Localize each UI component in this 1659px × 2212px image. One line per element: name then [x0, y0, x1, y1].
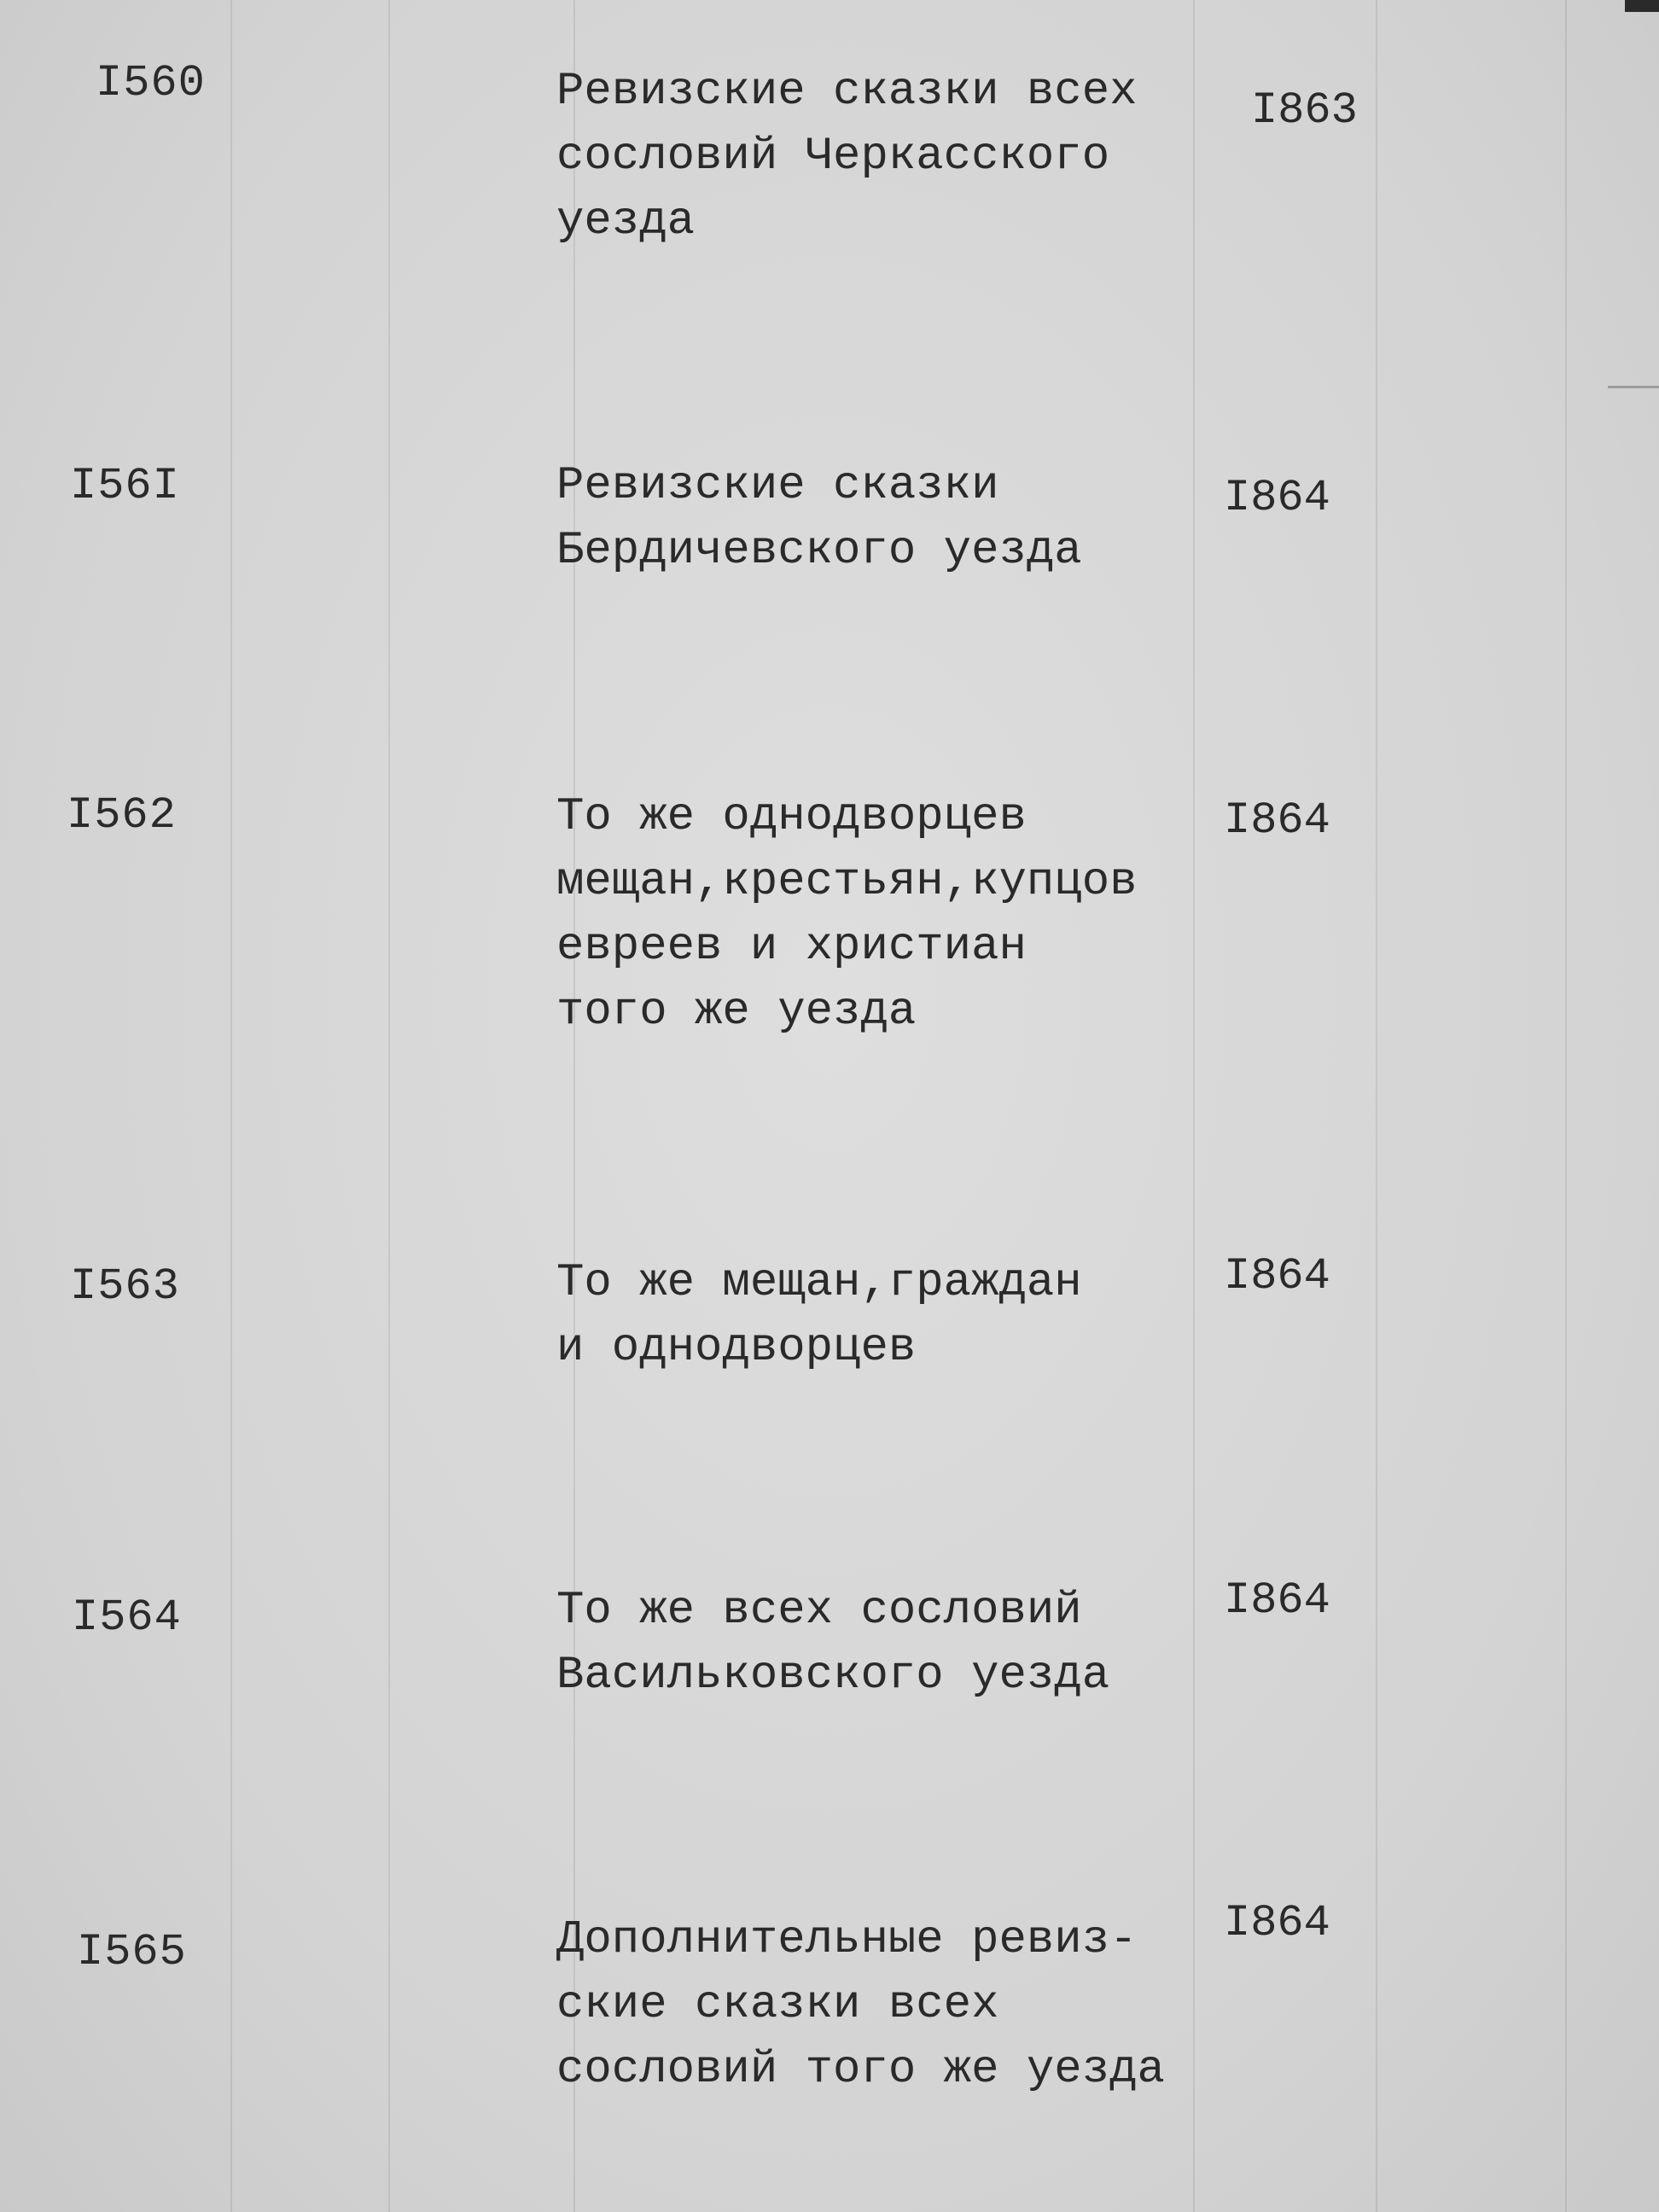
record-year: I864 [1224, 1251, 1330, 1301]
record-title: Ревизские сказки Бердичевского уезда [556, 460, 1082, 577]
column-rule [1565, 0, 1567, 2212]
record-title: Дополнительные ревиз- ские сказки всех сословий того же уезда [556, 1914, 1165, 2096]
column-rule [1193, 0, 1195, 2212]
record-year: I864 [1224, 795, 1330, 846]
page-edge-shadow [1625, 0, 1659, 12]
record-number: I563 [70, 1261, 180, 1312]
margin-mark [1608, 386, 1659, 388]
record-title: То же однодворцев мещан,крестьян,купцов евреев и христиан того же уезда [556, 791, 1138, 1038]
record-year: I864 [1224, 1898, 1330, 1948]
record-year: I863 [1251, 85, 1358, 136]
record-number: I565 [77, 1927, 187, 1977]
record-year: I864 [1224, 1575, 1330, 1626]
record-number: I56I [70, 461, 180, 511]
column-rule [1376, 0, 1377, 2212]
record-title: Ревизские сказки всех сословий Черкасского уезда [556, 66, 1138, 247]
column-rule [573, 0, 575, 2212]
column-rule [388, 0, 390, 2212]
record-year: I864 [1224, 473, 1330, 523]
record-number: I564 [72, 1592, 182, 1643]
record-title: То же всех сословий Васильковского уезда [556, 1585, 1110, 1702]
record-number: I560 [96, 58, 206, 108]
record-title: То же мещан,граждан и однодворцев [556, 1257, 1082, 1374]
record-number: I562 [67, 790, 177, 841]
column-rule [230, 0, 232, 2212]
